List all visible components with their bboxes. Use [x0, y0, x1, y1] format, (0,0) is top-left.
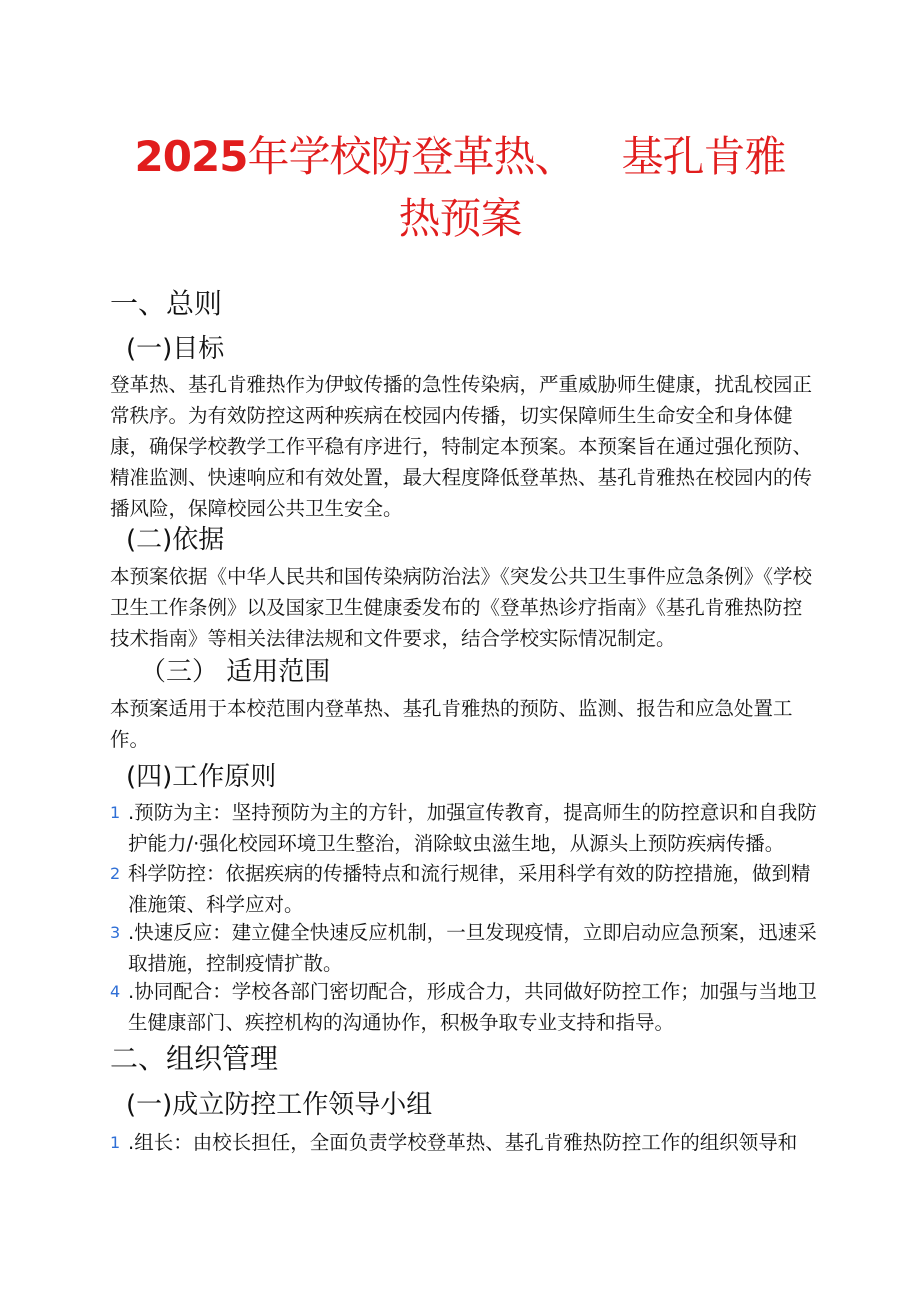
- section-1-1-paragraph: 登革热、基孔肯雅热作为伊蚊传播的急性传染病，严重威胁师生健康，扰乱校园正常秩序。为有效防控这两种疾病在校园内传播，切实保障师生生命安全和身体健康，确保学校教学工作平稳有序进行，特制定本预案。本预案旨在通过强化预防、精准监测、快速响应和有效处置，最大程度降低登革热、基孔肯雅热在校园内的传播风险，保障校园公共卫生安全。: [110, 373, 813, 520]
- document-title-line-1: [0, 130, 920, 184]
- list-item: [110, 1127, 815, 1158]
- title-part-a: 年学校防登革热、: [247, 132, 576, 181]
- section-1-2-heading: (二)依据: [126, 525, 225, 555]
- list-number: 3: [110, 923, 121, 942]
- list-number: 2: [110, 864, 121, 883]
- list-item: [110, 858, 815, 920]
- section-1-3-heading: （三） 适用范围: [140, 657, 331, 687]
- list-number: 1: [110, 803, 121, 822]
- list-item: [110, 797, 815, 859]
- list-number: 4: [110, 982, 121, 1001]
- section-2-1-heading: (一)成立防控工作领导小组: [126, 1090, 433, 1120]
- list-item-text: .组长：由校长担任，全面负责学校登革热、基孔肯雅热防控工作的组织领导和: [128, 1131, 798, 1154]
- section-2-heading: 二、组织管理: [110, 1042, 279, 1075]
- section-1-2-paragraph: 本预案依据《中华人民共和国传染病防治法》《突发公共卫生事件应急条例》《学校卫生工作条例》以及国家卫生健康委发布的《登革热诊疗指南》《基孔肯雅热防控技术指南》等相关法律法规和文件要求，结合学校实际情况制定。: [110, 565, 813, 650]
- title-part-b: 基孔肯雅: [621, 132, 786, 181]
- document-title-line-2: 热预案: [398, 194, 522, 243]
- title-year: 2025: [134, 132, 248, 181]
- section-1-4-heading: (四)工作原则: [126, 762, 277, 792]
- list-item-text: .快速反应：建立健全快速反应机制，一旦发现疫情，立即启动应急预案，迅速采取措施，控制疫情扩散。: [128, 921, 817, 975]
- list-item: [110, 917, 815, 979]
- section-1-3-paragraph: 本预案适用于本校范围内登革热、基孔肯雅热的预防、监测、报告和应急处置工作。: [110, 697, 793, 751]
- list-item-text: 科学防控：依据疾病的传播特点和流行规律，采用科学有效的防控措施，做到精准施策、科学应对。: [128, 862, 811, 916]
- list-item: [110, 976, 815, 1038]
- section-1-heading: 一、总则: [110, 287, 223, 320]
- list-number: 1: [110, 1133, 121, 1152]
- list-item-text: .协同配合：学校各部门密切配合，形成合力，共同做好防控工作；加强与当地卫生健康部门、疾控机构的沟通协作，积极争取专业支持和指导。: [128, 980, 817, 1034]
- section-1-1-heading: (一)目标: [126, 334, 225, 364]
- list-item-text: .预防为主：坚持预防为主的方针，加强宣传教育，提高师生的防控意识和自我防护能力/·强化校园环境卫生整治，消除蚊虫滋生地，从源头上预防疾病传播。: [128, 801, 817, 855]
